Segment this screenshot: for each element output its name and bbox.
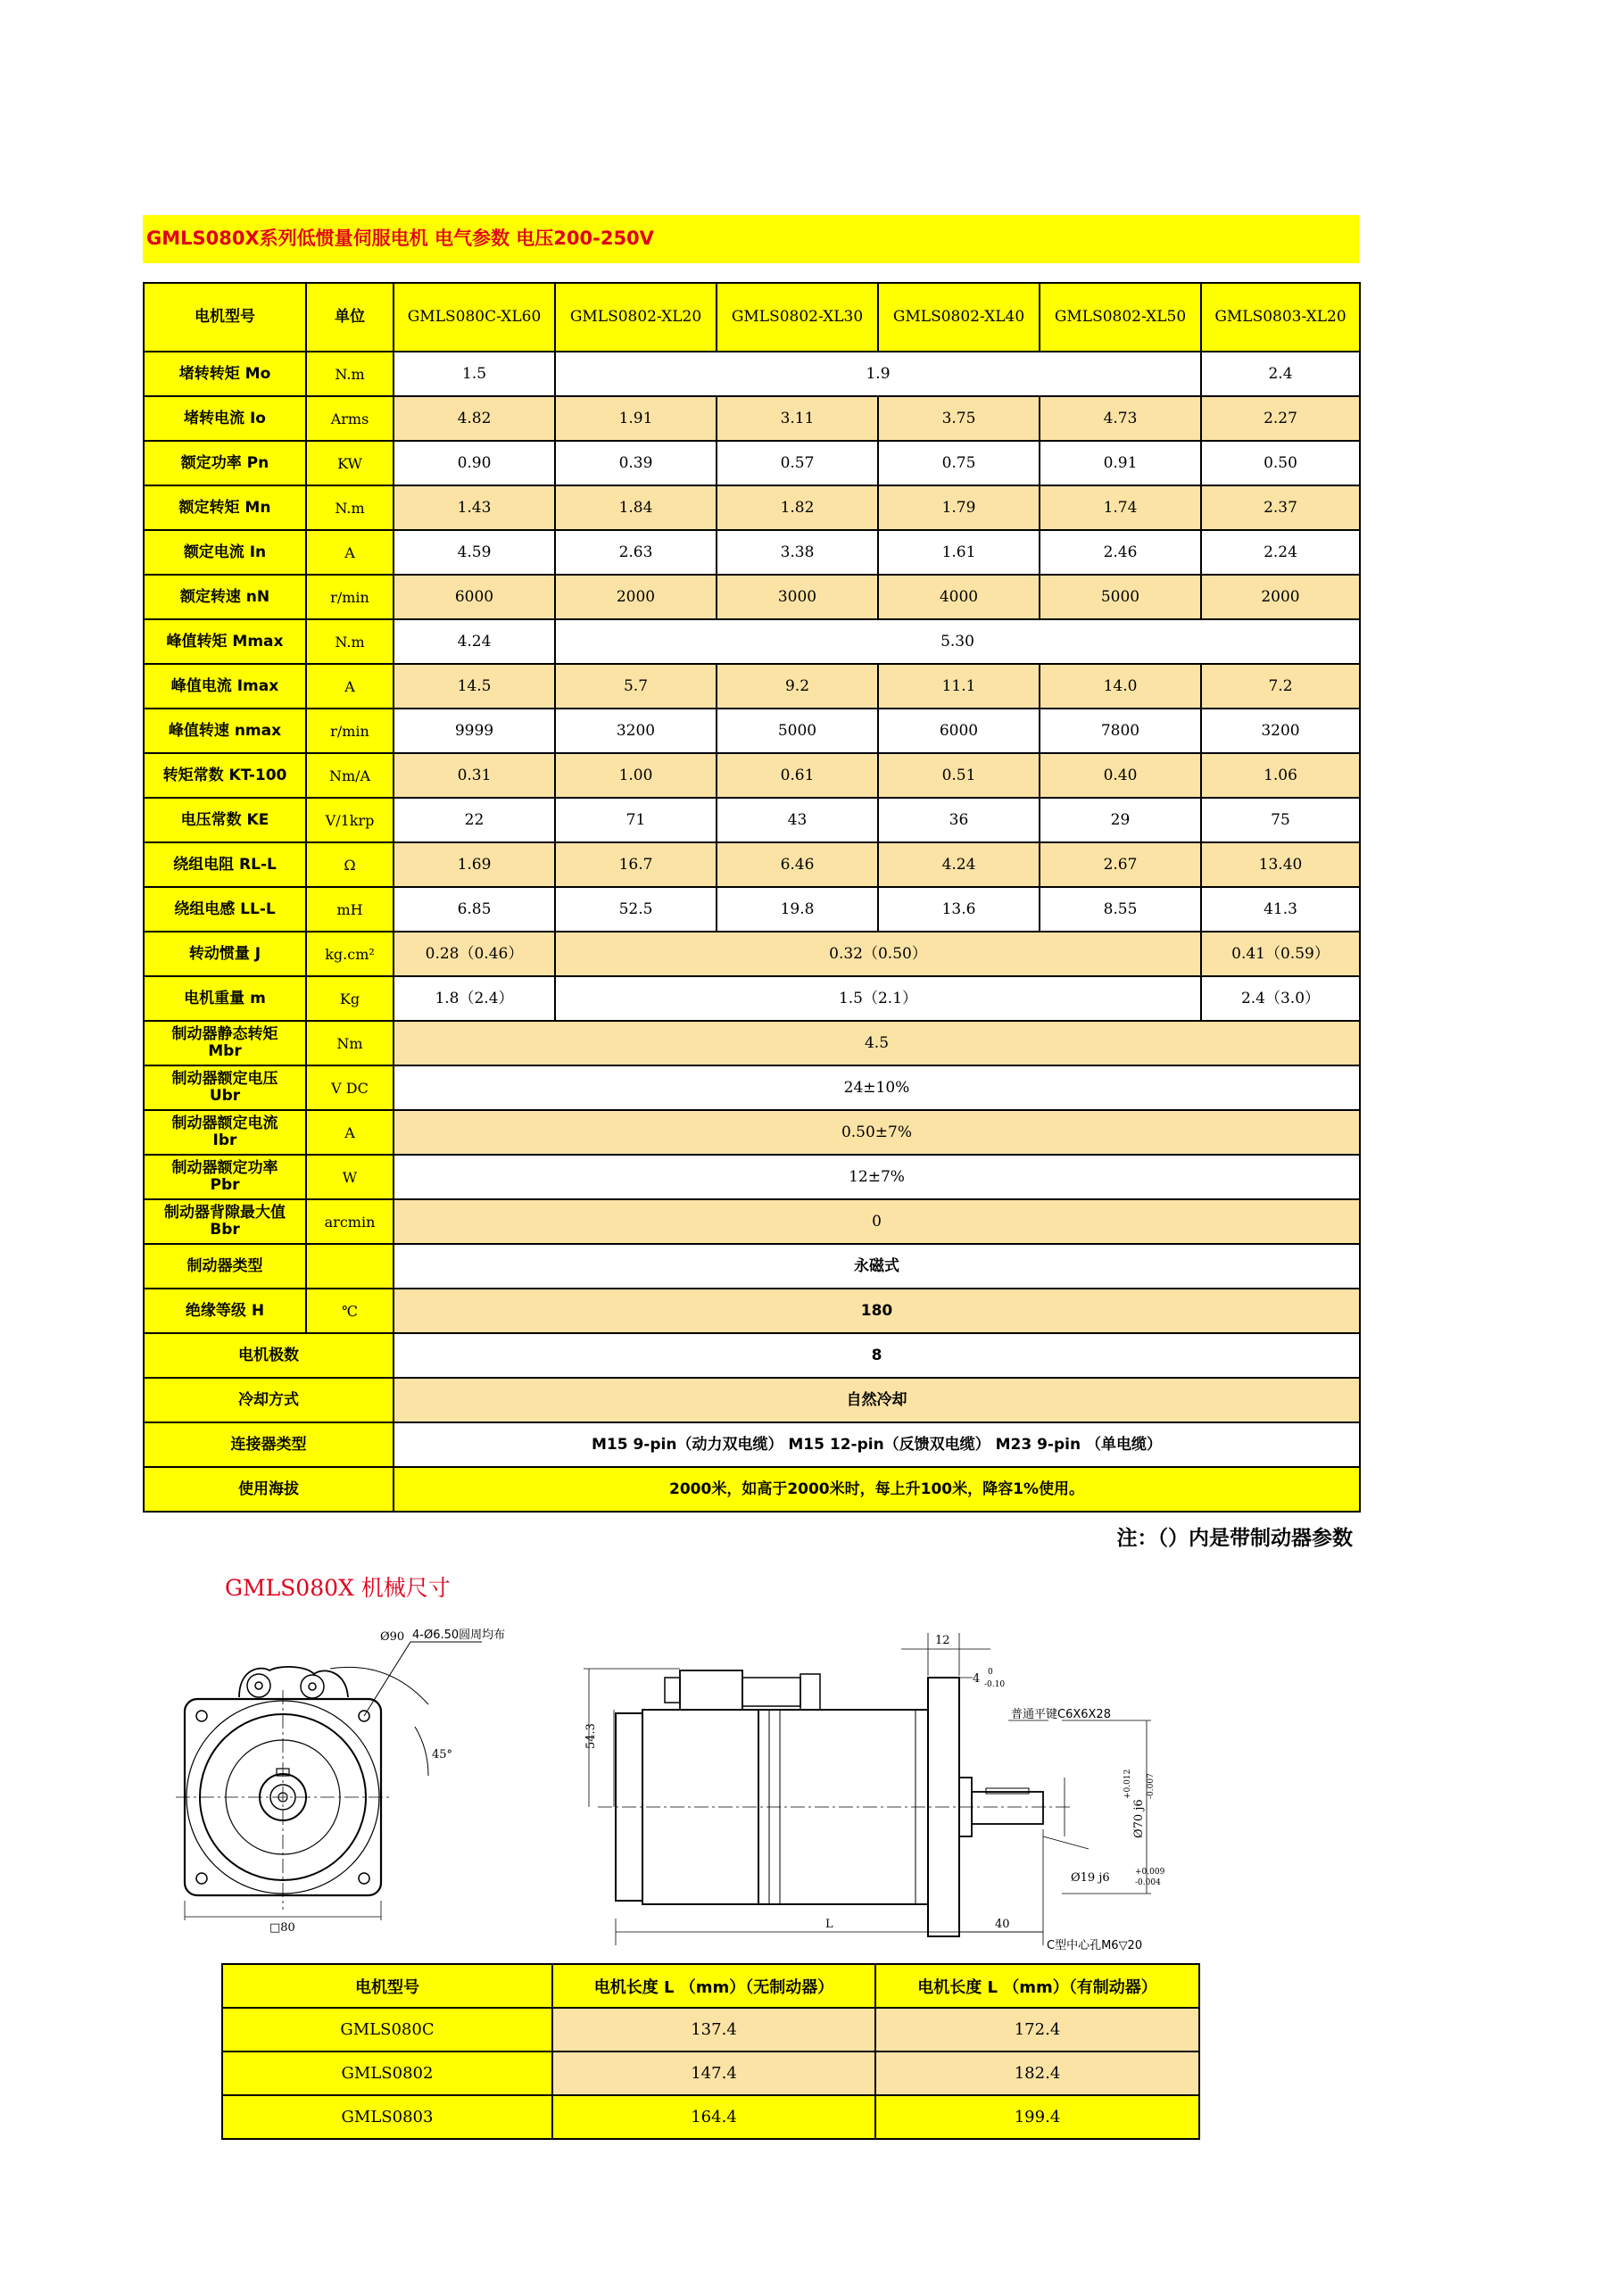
row-label: 绕组电阻 RL-L bbox=[144, 842, 306, 887]
cell: 1.00 bbox=[555, 753, 717, 798]
row-label: 堵转电流 Io bbox=[144, 396, 306, 441]
cell: 36 bbox=[878, 798, 1040, 842]
cell: 7.2 bbox=[1201, 664, 1360, 709]
front-view bbox=[176, 1642, 482, 1920]
table-row bbox=[144, 1422, 1360, 1467]
row-unit: ℃ bbox=[306, 1289, 394, 1333]
cell: 0.90 bbox=[394, 441, 555, 485]
row-unit: A bbox=[306, 1110, 394, 1155]
cell: 3200 bbox=[1201, 709, 1360, 753]
table-row bbox=[144, 1467, 1360, 1512]
cell: 4.82 bbox=[394, 396, 555, 441]
cell: 5.30 bbox=[555, 619, 1360, 664]
cell: 0.50 bbox=[1201, 441, 1360, 485]
length-table-header bbox=[222, 1964, 1199, 2008]
dim-key: 普通平键C6X6X28 bbox=[1011, 1708, 1111, 1721]
row-unit: A bbox=[306, 664, 394, 709]
cell: 75 bbox=[1201, 798, 1360, 842]
row-unit: V DC bbox=[306, 1065, 394, 1110]
cell: 0.41（0.59） bbox=[1201, 932, 1360, 976]
cell: 8 bbox=[394, 1333, 1360, 1378]
cell: 3200 bbox=[555, 709, 717, 753]
cell: 1.9 bbox=[555, 352, 1201, 396]
tol-70-up: +0.012 bbox=[1123, 1769, 1132, 1799]
cell: 52.5 bbox=[555, 887, 717, 932]
row-unit: KW bbox=[306, 441, 394, 485]
dim-12: 12 bbox=[935, 1634, 950, 1647]
row-label: 转动惯量 J bbox=[144, 932, 306, 976]
electrical-parameters-table bbox=[143, 282, 1361, 1513]
row-label: 峰值转矩 Mmax bbox=[144, 619, 306, 664]
row-label: 堵转转矩 Mo bbox=[144, 352, 306, 396]
cell: 1.06 bbox=[1201, 753, 1360, 798]
cell: 6.85 bbox=[394, 887, 555, 932]
cell: 11.1 bbox=[878, 664, 1040, 709]
row-unit: arcmin bbox=[306, 1199, 394, 1244]
cell: 0.61 bbox=[717, 753, 878, 798]
side-view bbox=[584, 1633, 1151, 1945]
row-label: 连接器类型 bbox=[144, 1422, 394, 1467]
cell: 2000 bbox=[555, 575, 717, 619]
row-label-line-2: Pbr bbox=[210, 1176, 240, 1194]
row-label-line-1: 制动器额定电压 bbox=[171, 1070, 278, 1088]
cell: 180 bbox=[394, 1289, 1360, 1333]
row-label: 额定功率 Pn bbox=[144, 441, 306, 485]
table-row bbox=[144, 1289, 1360, 1333]
cell: 1.61 bbox=[878, 530, 1040, 575]
title-bar bbox=[143, 215, 1359, 263]
tol-70-low: -0.007 bbox=[1147, 1773, 1156, 1799]
length-header-brake: 电机长度 L （mm）（有制动器） bbox=[875, 1964, 1199, 2008]
cell: 172.4 bbox=[875, 2008, 1199, 2051]
cell: 0.50±7% bbox=[394, 1110, 1360, 1155]
cell: 7800 bbox=[1040, 709, 1201, 753]
table-row bbox=[144, 441, 1360, 485]
row-label-line-1: 制动器额定功率 bbox=[171, 1159, 278, 1177]
cell: 1.43 bbox=[394, 485, 555, 530]
cell: 16.7 bbox=[555, 842, 717, 887]
dim-54-3: 54.3 bbox=[584, 1723, 598, 1749]
table-row bbox=[144, 976, 1360, 1021]
cell: 1.69 bbox=[394, 842, 555, 887]
mechanical-dimensions-title: GMLS080X 机械尺寸 bbox=[225, 1575, 451, 1601]
row-unit: W bbox=[306, 1155, 394, 1199]
table-row bbox=[144, 396, 1360, 441]
cell: 14.5 bbox=[394, 664, 555, 709]
cell: 3.11 bbox=[717, 396, 878, 441]
row-unit: kg.cm² bbox=[306, 932, 394, 976]
row-unit: V/1krp bbox=[306, 798, 394, 842]
table-row bbox=[144, 932, 1360, 976]
cell: 2.37 bbox=[1201, 485, 1360, 530]
cell: 199.4 bbox=[875, 2095, 1199, 2139]
cell: 0.40 bbox=[1040, 753, 1201, 798]
cell: 4.5 bbox=[394, 1021, 1360, 1065]
row-label: 额定转矩 Mn bbox=[144, 485, 306, 530]
table-row bbox=[222, 2008, 1199, 2051]
row-label-line-2: Mbr bbox=[208, 1042, 242, 1060]
cell: 自然冷却 bbox=[394, 1378, 1360, 1422]
dim-sq80: □80 bbox=[269, 1921, 295, 1935]
cell: GMLS080C bbox=[222, 2008, 552, 2051]
row-label-line-2: Ibr bbox=[212, 1131, 237, 1149]
table-row bbox=[144, 798, 1360, 842]
brake-parameter-note: 注：（）内是带制动器参数 bbox=[1116, 1527, 1353, 1550]
cell: 0.32（0.50） bbox=[555, 932, 1201, 976]
cell: 13.40 bbox=[1201, 842, 1360, 887]
length-header-model: 电机型号 bbox=[222, 1964, 552, 2008]
table-row bbox=[144, 485, 1360, 530]
table-row bbox=[144, 1378, 1360, 1422]
table-row bbox=[144, 1333, 1360, 1378]
length-header-no-brake: 电机长度 L （mm）（无制动器） bbox=[552, 1964, 875, 2008]
cell: 6000 bbox=[878, 709, 1040, 753]
cell: 0.28（0.46） bbox=[394, 932, 555, 976]
cell: M15 9-pin（动力双电缆） M15 12-pin（反馈双电缆） M23 9-pin （单电缆） bbox=[394, 1422, 1360, 1467]
row-unit: r/min bbox=[306, 575, 394, 619]
cell: 永磁式 bbox=[394, 1244, 1360, 1289]
row-unit bbox=[306, 1244, 394, 1289]
cell: 2.63 bbox=[555, 530, 717, 575]
cell: 3.38 bbox=[717, 530, 878, 575]
table-row bbox=[144, 1110, 1360, 1155]
cell: 3.75 bbox=[878, 396, 1040, 441]
row-unit: Ω bbox=[306, 842, 394, 887]
motor-length-table bbox=[221, 1963, 1200, 2140]
model-col-3: GMLS0802-XL30 bbox=[717, 283, 878, 352]
dim-4: 4 bbox=[973, 1672, 981, 1686]
mechanical-drawing bbox=[170, 1615, 1365, 1954]
cell: 41.3 bbox=[1201, 887, 1360, 932]
row-label-line-2: Ubr bbox=[209, 1087, 241, 1105]
row-label: 转矩常数 KT-100 bbox=[144, 753, 306, 798]
table-row bbox=[222, 2051, 1199, 2095]
row-label: 绝缘等级 H bbox=[144, 1289, 306, 1333]
cell: 2.27 bbox=[1201, 396, 1360, 441]
cell: 2000米，如高于2000米时，每上升100米，降容1%使用。 bbox=[394, 1467, 1360, 1512]
cell: 19.8 bbox=[717, 887, 878, 932]
table-row bbox=[144, 575, 1360, 619]
table-row bbox=[144, 753, 1360, 798]
cell: 5000 bbox=[1040, 575, 1201, 619]
table-row bbox=[144, 619, 1360, 664]
dim-angle: 45° bbox=[432, 1748, 453, 1761]
row-unit: N.m bbox=[306, 485, 394, 530]
row-label-line-2: Bbr bbox=[210, 1221, 240, 1239]
cell: 0.75 bbox=[878, 441, 1040, 485]
cell: GMLS0802 bbox=[222, 2051, 552, 2095]
cell: 6.46 bbox=[717, 842, 878, 887]
cell: 147.4 bbox=[552, 2051, 875, 2095]
cell: 0.39 bbox=[555, 441, 717, 485]
tol-19-up: +0.009 bbox=[1135, 1868, 1165, 1877]
table-row bbox=[144, 887, 1360, 932]
cell: 0.57 bbox=[717, 441, 878, 485]
row-label-line-1: 制动器背隙最大值 bbox=[164, 1204, 286, 1222]
cell: 4.73 bbox=[1040, 396, 1201, 441]
cell: 0.51 bbox=[878, 753, 1040, 798]
cell: 2.46 bbox=[1040, 530, 1201, 575]
row-unit: A bbox=[306, 530, 394, 575]
row-label bbox=[144, 1110, 306, 1155]
row-label: 电机重量 m bbox=[144, 976, 306, 1021]
cell: 2.24 bbox=[1201, 530, 1360, 575]
cell: 29 bbox=[1040, 798, 1201, 842]
cell: 2.4 bbox=[1201, 352, 1360, 396]
cell: 0.31 bbox=[394, 753, 555, 798]
row-label: 电机极数 bbox=[144, 1333, 394, 1378]
unit-header: 单位 bbox=[306, 283, 394, 352]
cell: 4.59 bbox=[394, 530, 555, 575]
cell: 22 bbox=[394, 798, 555, 842]
model-col-1: GMLS080C-XL60 bbox=[394, 283, 555, 352]
cell: 2.67 bbox=[1040, 842, 1201, 887]
cell: 4000 bbox=[878, 575, 1040, 619]
cell: 3000 bbox=[717, 575, 878, 619]
row-label-line-1: 制动器额定电流 bbox=[171, 1115, 278, 1132]
cell: 24±10% bbox=[394, 1065, 1360, 1110]
model-col-5: GMLS0802-XL50 bbox=[1040, 283, 1201, 352]
table-row bbox=[144, 352, 1360, 396]
tol-4-low: -0.10 bbox=[984, 1680, 1006, 1689]
table-row bbox=[144, 530, 1360, 575]
cell: 5000 bbox=[717, 709, 878, 753]
row-label: 冷却方式 bbox=[144, 1378, 394, 1422]
cell: 1.82 bbox=[717, 485, 878, 530]
cell: 1.8（2.4） bbox=[394, 976, 555, 1021]
row-label: 电压常数 KE bbox=[144, 798, 306, 842]
cell: 8.55 bbox=[1040, 887, 1201, 932]
cell: 164.4 bbox=[552, 2095, 875, 2139]
cell: 13.6 bbox=[878, 887, 1040, 932]
tol-4-up: 0 bbox=[988, 1668, 993, 1677]
row-unit: mH bbox=[306, 887, 394, 932]
row-unit: N.m bbox=[306, 619, 394, 664]
row-label: 制动器类型 bbox=[144, 1244, 306, 1289]
row-label bbox=[144, 1021, 306, 1065]
row-unit: Nm/A bbox=[306, 753, 394, 798]
cell: 4.24 bbox=[394, 619, 555, 664]
cell: 1.79 bbox=[878, 485, 1040, 530]
cell: 9999 bbox=[394, 709, 555, 753]
cell: 1.5 bbox=[394, 352, 555, 396]
cell: 5.7 bbox=[555, 664, 717, 709]
table-header-row bbox=[144, 283, 1360, 352]
table-row bbox=[222, 2095, 1199, 2139]
dim-d19: Ø19 j6 bbox=[1071, 1871, 1110, 1885]
row-label: 使用海拔 bbox=[144, 1467, 394, 1512]
model-col-2: GMLS0802-XL20 bbox=[555, 283, 717, 352]
row-label: 额定转速 nN bbox=[144, 575, 306, 619]
cell: 0.91 bbox=[1040, 441, 1201, 485]
row-label bbox=[144, 1065, 306, 1110]
dim-center-hole: C型中心孔M6▽20 bbox=[1047, 1939, 1143, 1952]
cell: GMLS0803 bbox=[222, 2095, 552, 2139]
cell: 14.0 bbox=[1040, 664, 1201, 709]
row-label: 额定电流 In bbox=[144, 530, 306, 575]
row-unit: Kg bbox=[306, 976, 394, 1021]
cell: 0 bbox=[394, 1199, 1360, 1244]
cell: 71 bbox=[555, 798, 717, 842]
table-row bbox=[144, 1021, 1360, 1065]
row-label bbox=[144, 1199, 306, 1244]
model-col-6: GMLS0803-XL20 bbox=[1201, 283, 1360, 352]
table-row bbox=[144, 1155, 1360, 1199]
table-row bbox=[144, 1244, 1360, 1289]
page-title: GMLS080X系列低惯量伺服电机 电气参数 电压200-250V bbox=[146, 228, 654, 249]
row-unit: Arms bbox=[306, 396, 394, 441]
cell: 1.91 bbox=[555, 396, 717, 441]
cell: 2000 bbox=[1201, 575, 1360, 619]
tol-19-low: -0.004 bbox=[1135, 1878, 1161, 1887]
dim-L: L bbox=[825, 1918, 833, 1931]
cell: 4.24 bbox=[878, 842, 1040, 887]
cell: 6000 bbox=[394, 575, 555, 619]
dim-d70: Ø70 j6 bbox=[1132, 1799, 1146, 1838]
model-col-4: GMLS0802-XL40 bbox=[878, 283, 1040, 352]
cell: 43 bbox=[717, 798, 878, 842]
cell: 137.4 bbox=[552, 2008, 875, 2051]
row-unit: N.m bbox=[306, 352, 394, 396]
table-row bbox=[144, 709, 1360, 753]
model-header: 电机型号 bbox=[144, 283, 306, 352]
row-label: 峰值转速 nmax bbox=[144, 709, 306, 753]
cell: 12±7% bbox=[394, 1155, 1360, 1199]
dim-holes: 4-Ø6.50圆周均布 bbox=[412, 1629, 506, 1642]
row-label: 绕组电感 LL-L bbox=[144, 887, 306, 932]
cell: 1.74 bbox=[1040, 485, 1201, 530]
row-unit: Nm bbox=[306, 1021, 394, 1065]
cell: 1.84 bbox=[555, 485, 717, 530]
table-row bbox=[144, 842, 1360, 887]
dim-40: 40 bbox=[995, 1918, 1010, 1931]
dim-d90: Ø90 bbox=[380, 1630, 405, 1644]
cell: 1.5（2.1） bbox=[555, 976, 1201, 1021]
table-row bbox=[144, 1065, 1360, 1110]
cell: 182.4 bbox=[875, 2051, 1199, 2095]
row-label: 峰值电流 Imax bbox=[144, 664, 306, 709]
table-row bbox=[144, 1199, 1360, 1244]
table-row bbox=[144, 664, 1360, 709]
row-label-line-1: 制动器静态转矩 bbox=[171, 1025, 278, 1043]
row-unit: r/min bbox=[306, 709, 394, 753]
cell: 2.4（3.0） bbox=[1201, 976, 1360, 1021]
cell: 9.2 bbox=[717, 664, 878, 709]
row-label bbox=[144, 1155, 306, 1199]
